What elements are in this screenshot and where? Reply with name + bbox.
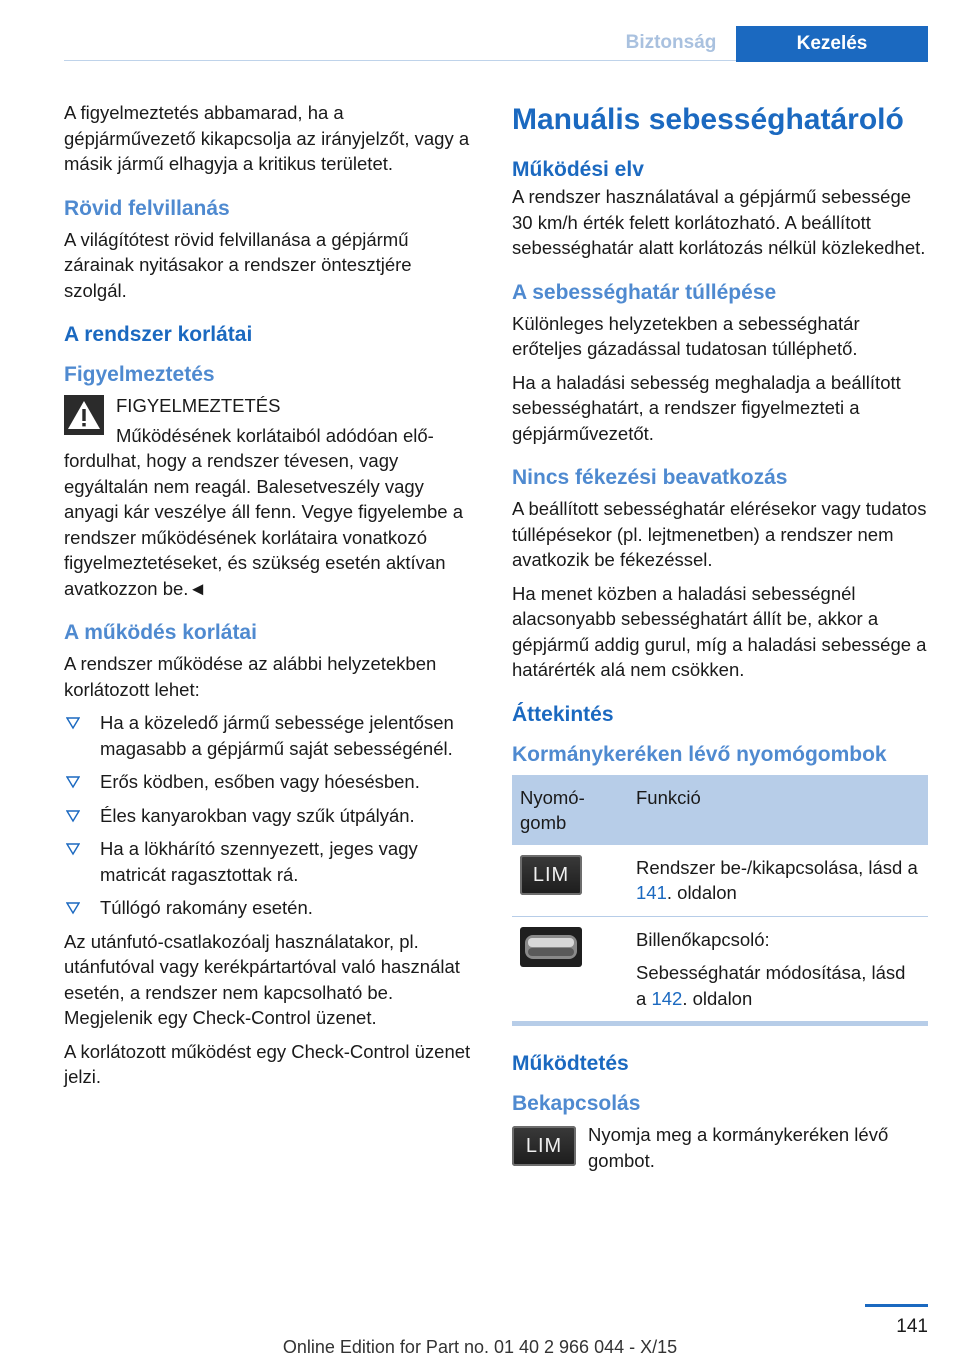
heading-rovid-felvillanas: Rövid felvillanás bbox=[64, 196, 230, 220]
page-link-142[interactable]: 142 bbox=[651, 987, 683, 1009]
row2-title: Billenőkapcsoló: bbox=[636, 928, 770, 950]
heading-kormanykereken-nyomogombok: Kormánykeréken lévő nyomógombok bbox=[512, 742, 887, 766]
trailer-paragraph: Az utánfutó-csatlakozóalj használatakor, pl. utánfutóval vagy kerékpártartóval való használat esetén, a rendszer nem kapcsolható be. Megjelenik egy Check-Control üzenet. bbox=[64, 930, 460, 1028]
bullet-triangle-icon bbox=[66, 716, 80, 730]
edition-footer: Online Edition for Part no. 01 40 2 966 044 - X/15 bbox=[282, 1337, 678, 1357]
table-header-row bbox=[512, 775, 928, 845]
heading-mukodesi-elv: Működési elv bbox=[512, 158, 644, 181]
list-item: Ha a lökhárító szennyezett, jeges vagy matricát ragasztottak rá. bbox=[64, 836, 479, 887]
list-item: Ha a közeledő jármű sebessége jelentősen magasabb a gépjármű saját sebességénél. bbox=[64, 710, 479, 761]
bullet-triangle-icon bbox=[66, 775, 80, 789]
col-header-function: Funkció bbox=[628, 775, 928, 845]
table-bottom-rule bbox=[512, 1022, 928, 1026]
switchon-row bbox=[512, 1122, 928, 1173]
warning-body: fordulhat, hogy a rendszer tévesen, vagy egyáltalán nem reagál. Balesetveszély vagy anyagi kár veszélye áll fenn. Vegye figyelembe a rendszer működésének korlátaira vonatkozó figyelmeztetéseket, és szükség esetén aktívan avatkozzon be.◄ bbox=[64, 450, 464, 599]
rocker-switch-icon bbox=[520, 927, 582, 967]
page-title: Manuális sebességhatároló bbox=[512, 103, 904, 136]
left-column bbox=[64, 100, 479, 1098]
lim-button-icon: LIM bbox=[512, 1126, 576, 1166]
row2-description: Sebességhatár módosítása, lásd a 142. oldalon bbox=[636, 962, 906, 1009]
heading-attekintes: Áttekintés bbox=[512, 702, 614, 726]
tab-kezeles[interactable]: Kezelés bbox=[736, 26, 928, 62]
warning-triangle-icon bbox=[64, 395, 104, 435]
limits-list bbox=[64, 710, 479, 921]
nobrake-paragraph-2: Ha menet közben a haladási sebességnél alacsonyabb sebességhatárt állít be, akkor a gépjármű addig gurul, míg a haladási sebessége a határérték alá nem csökken. bbox=[512, 582, 927, 680]
heading-sebesseghatar-tullepese: A sebességhatár túllépése bbox=[512, 280, 777, 304]
warning-first-line: Működésének korlátaiból adódóan elő- bbox=[116, 424, 434, 446]
warning-box bbox=[64, 393, 479, 448]
func-limits-paragraph: A rendszer működése az alábbi helyzetekben korlátozott lehet: bbox=[64, 653, 437, 700]
list-item: Éles kanyarokban vagy szűk útpályán. bbox=[64, 803, 479, 829]
table-row bbox=[512, 916, 928, 1022]
switchon-paragraph: Nyomja meg a kormánykeréken lévő gombot. bbox=[588, 1124, 889, 1171]
exceed-paragraph-1: Különleges helyzetekben a sebességhatár erőteljes gázadással tudatosan túlléphető. bbox=[512, 312, 860, 359]
page-link-141[interactable]: 141 bbox=[636, 882, 667, 903]
heading-mukodtetes: Működtetés bbox=[512, 1052, 629, 1075]
bullet-triangle-icon bbox=[66, 901, 80, 915]
page-number-rule bbox=[865, 1304, 928, 1307]
heading-nincs-fekezesi-beavatkozas: Nincs fékezési beavatkozás bbox=[512, 466, 788, 489]
bullet-triangle-icon bbox=[66, 809, 80, 823]
flash-paragraph: A világítótest rövid felvillanása a gépjármű zárainak nyitásakor a rendszer öntesztjére szolgál. bbox=[64, 228, 412, 301]
tab-biztonsag[interactable]: Biztonság bbox=[625, 32, 717, 53]
right-column bbox=[512, 100, 928, 1181]
table-row bbox=[512, 845, 928, 917]
exceed-paragraph-2: Ha a haladási sebesség meghaladja a beállított sebességhatárt, a rendszer figyelmezteti a gépjárművezetőt. bbox=[512, 371, 901, 444]
heading-figyelmeztetes: Figyelmeztetés bbox=[64, 363, 215, 386]
list-item: Erős ködben, esőben vagy hóesésben. bbox=[64, 769, 479, 795]
check-control-paragraph: A korlátozott működést egy Check-Control üzenet jelzi. bbox=[64, 1040, 471, 1087]
buttons-table bbox=[512, 775, 928, 1023]
col-header-button: Nyomó-gomb bbox=[512, 775, 628, 845]
row1-description: Rendszer be-/kikapcsolása, lásd a 141. oldalon bbox=[636, 856, 918, 903]
heading-rendszer-korlatai: A rendszer korlátai bbox=[64, 323, 253, 346]
heading-bekapcsolas: Bekapcsolás bbox=[512, 1092, 641, 1115]
intro-paragraph: A figyelmeztetés abbamarad, ha a gépjárművezető kikapcsolja az irányjelzőt, vagy a másik jármű elhagyja a kritikus területet. bbox=[64, 102, 470, 174]
lim-button-icon: LIM bbox=[520, 855, 582, 895]
nobrake-paragraph-1: A beállított sebességhatár elérésekor vagy tudatos túllépésekor (pl. lejtmenetben) a rendszer nem avatkozik be fékezéssel. bbox=[512, 498, 927, 570]
warning-title: FIGYELMEZTETÉS bbox=[116, 395, 281, 416]
heading-mukodes-korlatai: A működés korlátai bbox=[64, 621, 257, 644]
bullet-triangle-icon bbox=[66, 842, 80, 856]
page-number: 141 bbox=[896, 1316, 928, 1337]
list-item: Túllógó rakomány esetén. bbox=[64, 895, 479, 921]
principle-paragraph: A rendszer használatával a gépjármű sebessége 30 km/h érték felett korlátozható. A beállított sebességhatár alatt korlátozás nélkül közlekedhet. bbox=[512, 186, 926, 258]
